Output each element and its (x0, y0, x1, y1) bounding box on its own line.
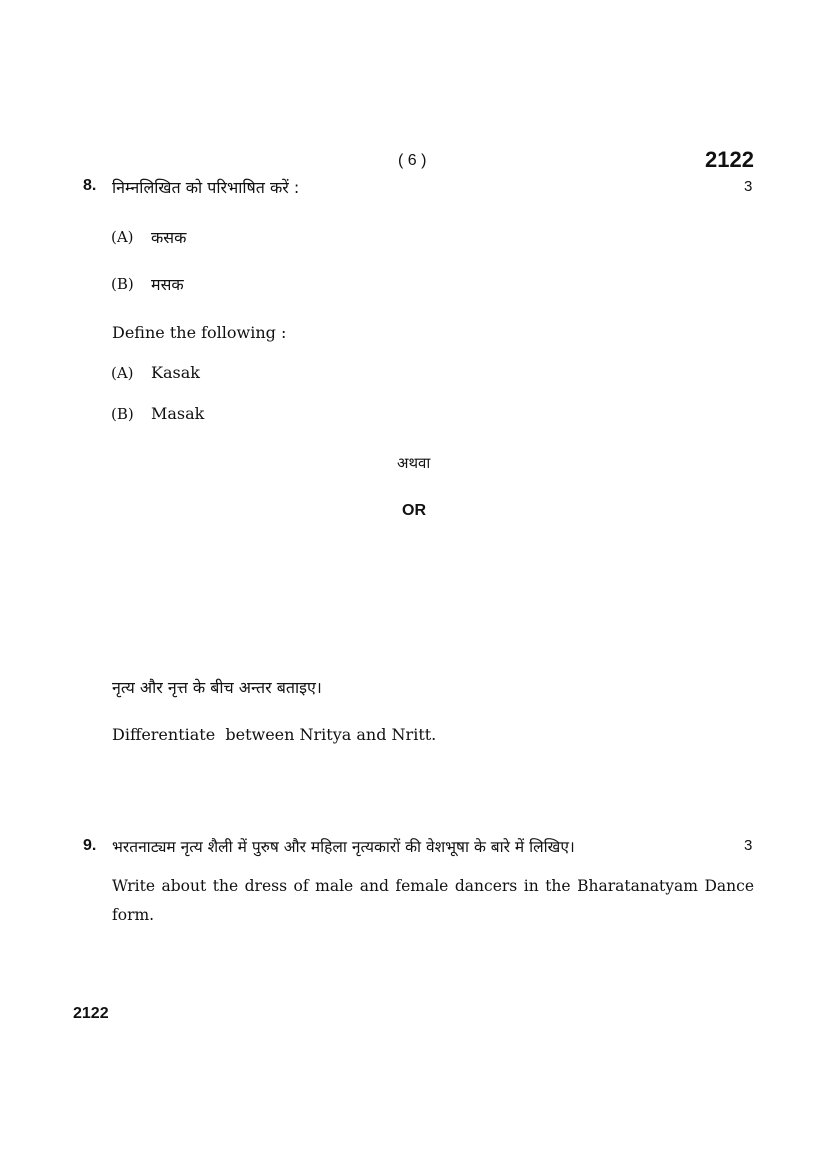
item-text: Masak (151, 404, 205, 423)
question-number: 9. (83, 837, 97, 854)
or-divider-english: OR (402, 502, 426, 519)
footer-paper-code: 2122 (73, 1005, 109, 1022)
item-text: कसक (151, 228, 187, 247)
question-number: 8. (83, 177, 97, 194)
item-label: (A) (111, 364, 134, 382)
paper-code: 2122 (705, 147, 754, 172)
item-label: (B) (111, 275, 134, 293)
item-label: (A) (111, 228, 134, 246)
item-text: मसक (151, 275, 184, 294)
question-prompt-english-line1: Write about the dress of male and female dancers in the Bharatanatyam Dance (112, 877, 754, 895)
page-number: ( 6 ) (398, 152, 427, 169)
item-label: (B) (111, 405, 134, 423)
question-marks: 3 (744, 178, 753, 195)
alternative-question-english: Differentiate between Nritya and Nritt. (112, 725, 437, 744)
item-text: Kasak (151, 363, 200, 382)
alternative-question-hindi: नृत्य और नृत्त के बीच अन्तर बताइए। (112, 678, 322, 697)
question-prompt-hindi: भरतनाट्यम नृत्य शैली में पुरुष और महिला नृत्यकारों की वेशभूषा के बारे में लिखिए। (112, 838, 575, 856)
question-prompt-hindi: निम्नलिखित को परिभाषित करें : (112, 178, 300, 197)
question-marks: 3 (744, 837, 753, 854)
or-divider-hindi: अथवा (397, 454, 431, 472)
question-prompt-english-line2: form. (112, 906, 155, 924)
question-prompt-english: Define the following : (112, 323, 287, 342)
